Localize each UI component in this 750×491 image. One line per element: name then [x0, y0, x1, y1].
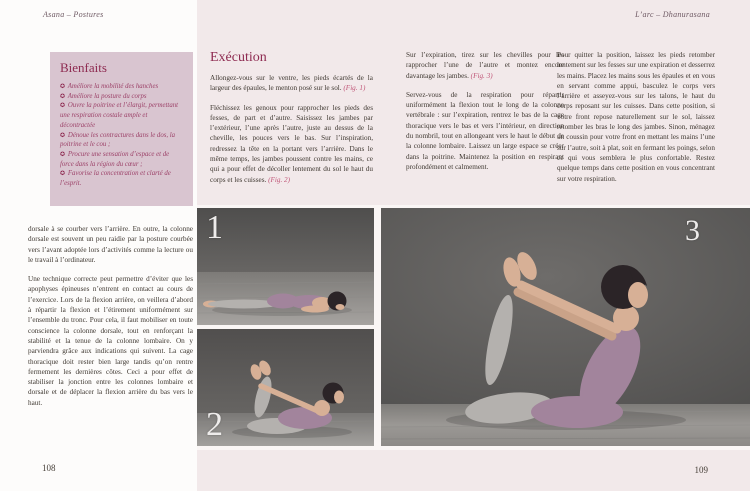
benefit-item: ✪ Procure une sensation d’espace et de force dans la région du cœur ; — [60, 150, 170, 168]
benefit-item: ✪ Favorise la concentration et clarté de l’esprit. — [60, 170, 171, 188]
benefit-item: ✪ Améliore la mobilité des hanches — [60, 83, 159, 90]
body-paragraph-1: dorsale à se courber vers l’arrière. En outre, la colonne dorsale est souvent un peu raidie par la posture courbée vers l’avant adoptée lors d’activités comme la lecture ou le travail à l’ordinateur. — [28, 225, 193, 264]
photo-figure-3 — [381, 208, 750, 446]
flower-bullet-icon: ✪ — [60, 150, 66, 158]
right-col1-paragraph-2: Servez-vous de la respiration pour répartir uniformément la flexion tout le long de la colonne vertébrale : sur l’expiration, rentrez le bas de la cage thoracique vers le bas et vers l’intérieur, en direction du nombril, tout en allongeant vers le haut le début de la colonne lombaire. Laissez un large espace se créer dans la poitrine. Maintenez la position en respirant profondément et calmement. — [406, 90, 564, 171]
yoga-pose-prone-illustration — [197, 208, 374, 325]
benefit-item: ✪ Améliore la posture du corps — [60, 92, 147, 100]
benefit-item: ✪ Ouvre la poitrine et l’élargit, permettant une respiration costale ample et décontractée — [60, 102, 179, 129]
execution-paragraph-2: Fléchissez les genoux pour rapprocher les pieds des fesses, de part et d’autre. Saisissez les jambes par l’extérieur, l’une après l’autre, juste au dessus de la cheville, les pouces vers le bas. Sur l’inspiration, redressez la tête en la portant vers l’arrière. Dans le même temps, les jambes poussent contre les mains, ce qui a pour effet de décoller lentement du sol le haut du corps et les cuisses. (Fig. 2) — [210, 103, 373, 184]
right-col2-paragraph-1: Pour quitter la position, laissez les pieds retomber lentement sur les fesses sur une expiration et desserrez les mains. Placez les mains sous les épaules et en vous en servant comme appui, basculez le corps vers l’arrière et asseyez-vous sur les talons, le haut du corps reposant sur les cuisses. Dans cette position, si votre front repose naturellement sur le sol, laissez retomber les bras le long des jambes. Sinon, ménagez un coussin pour votre front en mettant les mains l’une sur l’autre, soit à plat, soit en fermant les poings, selon ce qui vous semblera le plus confortable. Restez quelque temps dans cette position en vous concentrant sur votre respiration. — [557, 51, 715, 183]
figure-number-1: 1 — [206, 209, 223, 246]
yoga-pose-half-bow-illustration — [197, 329, 374, 446]
benefit-item: ✪ Dénoue les contractures dans le dos, la poitrine et le cou ; — [60, 131, 176, 149]
benefits-box — [50, 52, 193, 206]
flower-bullet-icon: ✪ — [60, 83, 66, 90]
right-page-column-1 — [406, 50, 564, 181]
flower-bullet-icon: ✪ — [60, 102, 66, 110]
figure-number-3: 3 — [685, 214, 700, 247]
figure-1-reference: (Fig. 1) — [343, 84, 366, 93]
figure-3-reference: (Fig. 3) — [470, 71, 493, 80]
flower-bullet-icon: ✪ — [60, 131, 66, 139]
execution-section — [210, 50, 373, 194]
running-header-right: L’arc – Dhanurasana — [635, 10, 710, 19]
photo-figure-1 — [197, 208, 374, 325]
body-paragraph-2: Une technique correcte peut permettre d’éviter que les apophyses épineuses n’entrent en contact au cours de l’exercice. Lors de la flexion arrière, on veillera d’abord à répartir la flexion et l’étirement uniformément sur l’ensemble du tronc. Pour cela, il faut mobiliser en toute conscience la colonne dorsale, tout en renforçant la stabilité et la tenue de la colonne lombaire. On y parviendra grâce aux indications qui suivent. La cage thoracique doit rester bien large tandis qu’on rentre fermement les dernières côtes. Ceci a pour effet de stabiliser la jonction entre les colonnes lombaire et dorsale et de déplacer la flexion arrière du bas vers le haut. — [28, 275, 193, 407]
flower-bullet-icon: ✪ — [60, 170, 66, 178]
figure-2-reference: (Fig. 2) — [268, 175, 291, 184]
running-header-left: Asana – Postures — [43, 10, 104, 19]
flower-bullet-icon: ✪ — [60, 92, 66, 100]
left-body-column — [28, 224, 193, 417]
page-number-right: 109 — [694, 465, 708, 475]
right-page-column-2 — [557, 50, 715, 193]
figure-number-2: 2 — [206, 406, 223, 443]
right-col1-paragraph-1: Sur l’expiration, tirez sur les chevilles pour les rapprocher l’une de l’autre et montez encore davantage les jambes. (Fig. 3) — [406, 51, 564, 80]
page-number-left: 108 — [42, 463, 56, 473]
photo-figure-2 — [197, 329, 374, 446]
execution-paragraph-1: Allongez-vous sur le ventre, les pieds écartés de la largeur des épaules, le menton posé sur le sol. (Fig. 1) — [210, 74, 373, 93]
benefits-title: Bienfaits — [60, 60, 107, 75]
execution-title: Exécution — [210, 50, 267, 65]
